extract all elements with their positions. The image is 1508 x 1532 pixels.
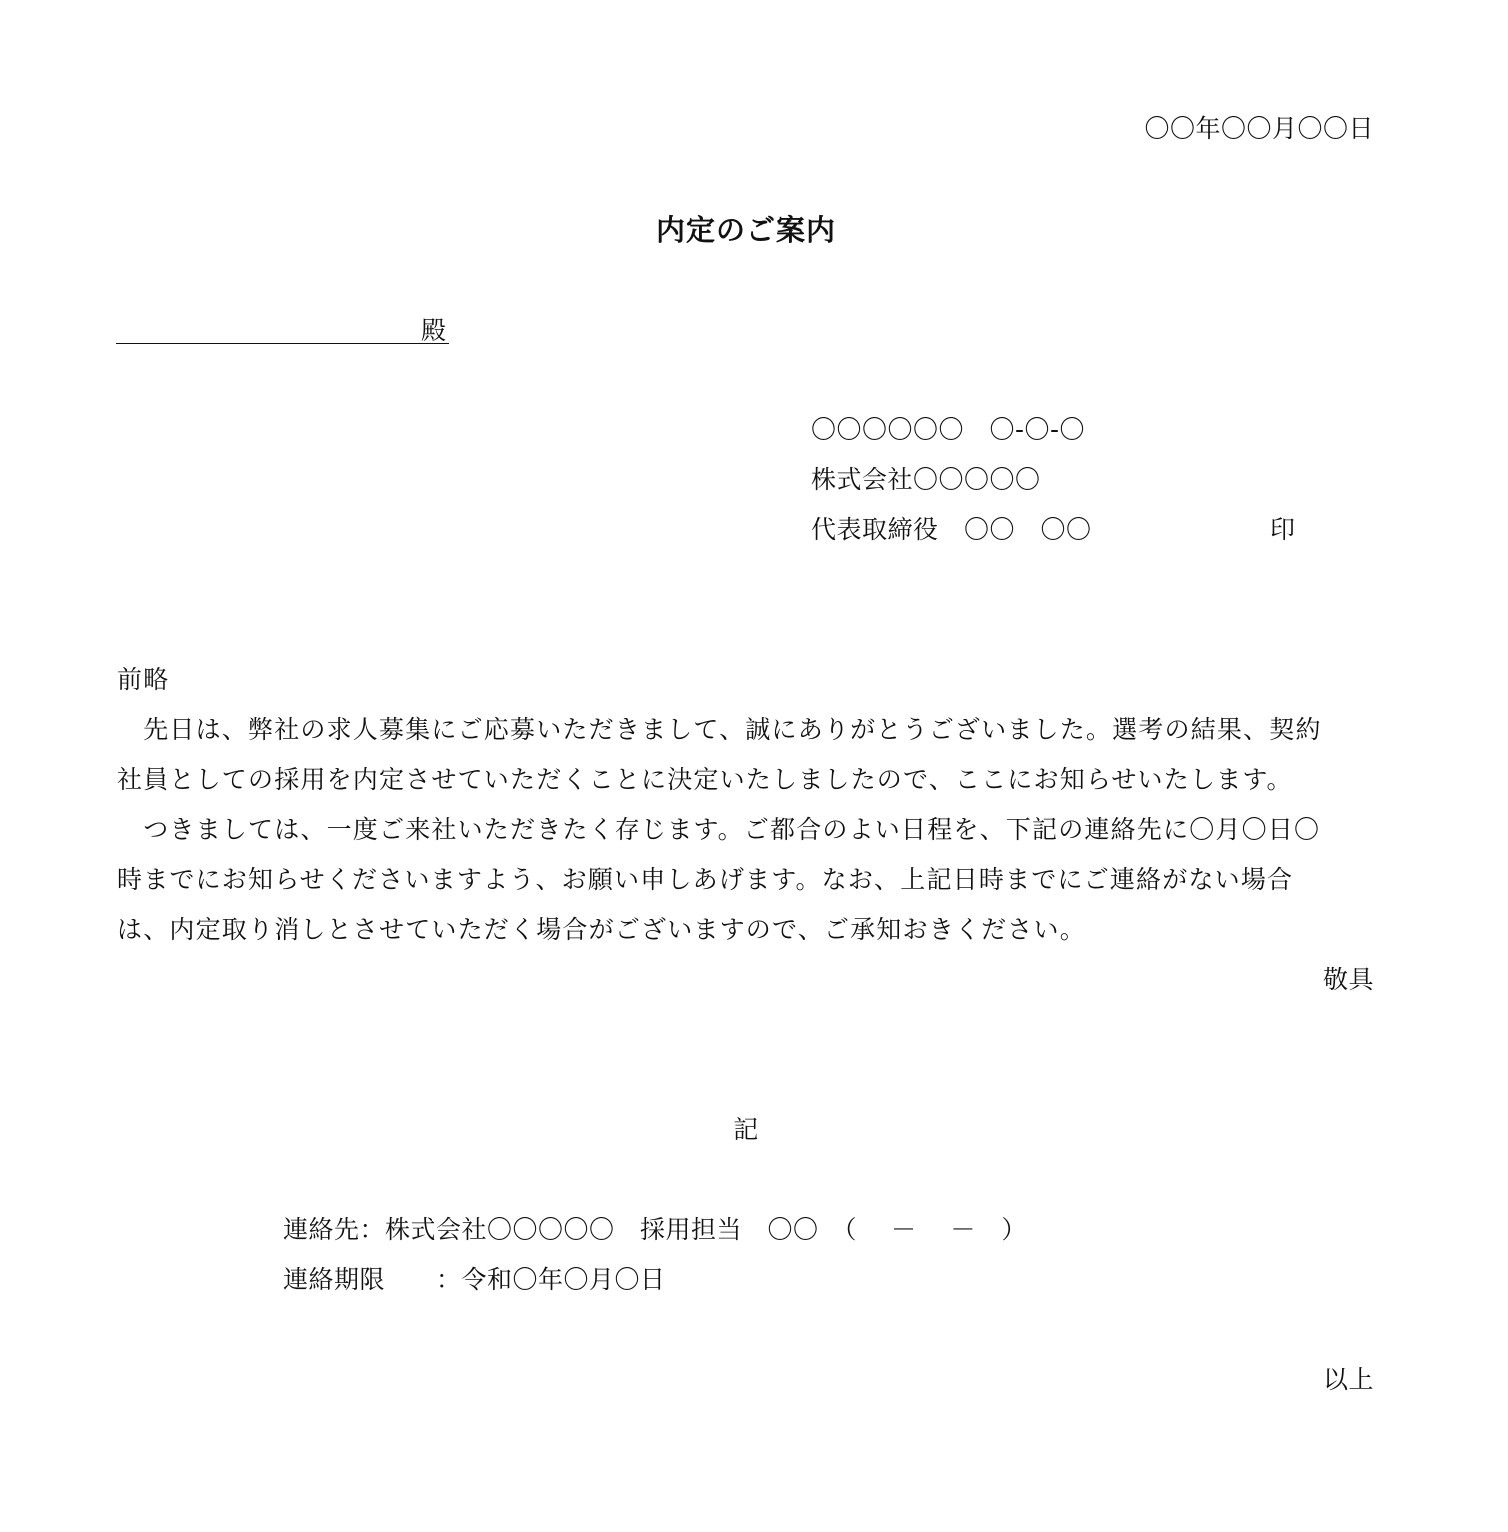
body-line: 社員としての採用を内定させていただくことに決定いたしましたので、ここにお知らせいたします。 xyxy=(117,765,1293,794)
closing-phrase: 敬具 xyxy=(1322,965,1374,994)
body-line: 先日は、弊社の求人募集にご応募いただきまして、誠にありがとうございました。選考の結果、契約 xyxy=(117,715,1322,744)
note-heading: 記 xyxy=(733,1115,759,1144)
recipient-honorific: 殿 xyxy=(421,316,447,345)
salutation: 前略 xyxy=(117,665,170,694)
contact-detail: 連絡先：株式会社〇〇〇〇〇 採用担当 〇〇 （ － － ） xyxy=(283,1215,1027,1244)
deadline-detail: 連絡期限 ：令和〇年〇月〇日 xyxy=(283,1265,666,1294)
body-line: は、内定取り消しとさせていただく場合がございますので、ご承知おきください。 xyxy=(117,915,1086,944)
sender-representative: 代表取締役 〇〇 〇〇 xyxy=(811,515,1092,544)
body-line: 時までにお知らせくださいますよう、お願い申しあげます。なお、上記日時までにご連絡がない場合 xyxy=(117,865,1294,894)
body-line: つきましては、一度ご来社いただきたく存じます。ご都合のよい日程を、下記の連絡先に〇月〇日〇 xyxy=(117,815,1321,844)
recipient-name-blank xyxy=(116,343,449,344)
sender-company: 株式会社〇〇〇〇〇 xyxy=(811,465,1041,494)
details-block xyxy=(283,1205,1027,1305)
end-mark: 以上 xyxy=(1322,1365,1374,1394)
letter-date: 〇〇年〇〇月〇〇日 xyxy=(1144,114,1374,143)
sender-block xyxy=(811,405,1331,555)
letter-body xyxy=(117,655,1379,955)
letter-title: 内定のご案内 xyxy=(655,213,836,247)
sender-representative-row xyxy=(811,505,1331,555)
seal-mark: 印 xyxy=(1270,515,1296,544)
sender-address: 〇〇〇〇〇〇 〇-〇-〇 xyxy=(811,415,1086,444)
